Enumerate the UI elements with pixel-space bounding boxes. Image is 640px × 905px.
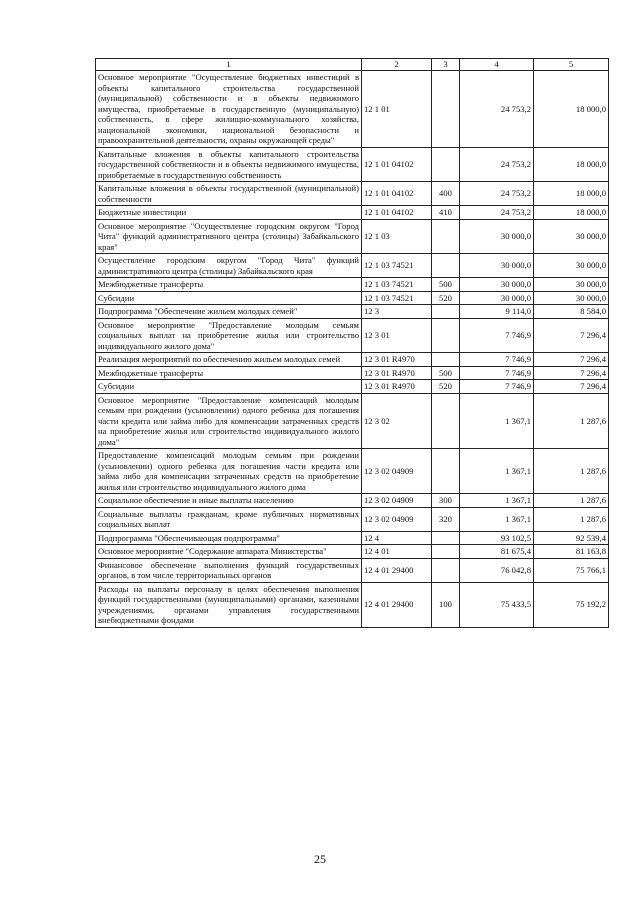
row-name-cell: Осуществление городским округом "Город Чита" функций административного центра (столицы) Забайкальского края [96, 254, 362, 278]
row-name-cell: Бюджетные инвестиции [96, 206, 362, 220]
table-row [96, 278, 609, 292]
table-row [96, 318, 609, 353]
table-row [96, 206, 609, 220]
row-name-cell: Субсидии [96, 380, 362, 394]
table-row [96, 582, 609, 627]
row-amount-2019-cell: 1 367,1 [460, 393, 534, 449]
column-header-3: 3 [432, 59, 460, 71]
row-type-cell [432, 219, 460, 254]
row-code-cell: 12 1 01 [362, 71, 432, 148]
row-type-cell [432, 353, 460, 367]
table-row [96, 366, 609, 380]
row-amount-2020-cell: 7 296,4 [534, 353, 609, 367]
row-name-cell: Основное мероприятие "Осуществление городским округом "Город Чита" функций административного центра (столицы) Забайкальского края" [96, 219, 362, 254]
row-code-cell: 12 4 01 29400 [362, 582, 432, 627]
row-amount-2019-cell: 9 114,0 [460, 305, 534, 319]
row-amount-2019-cell: 1 367,1 [460, 494, 534, 508]
row-code-cell: 12 4 [362, 531, 432, 545]
row-amount-2019-cell: 75 433,5 [460, 582, 534, 627]
row-amount-2019-cell: 30 000,0 [460, 254, 534, 278]
row-amount-2020-cell: 7 296,4 [534, 380, 609, 394]
column-header-5: 5 [534, 59, 609, 71]
row-amount-2020-cell: 81 163,8 [534, 545, 609, 559]
row-code-cell: 12 3 [362, 305, 432, 319]
row-type-cell [432, 254, 460, 278]
row-name-cell: Подпрограмма "Обеспечение жильем молодых семей" [96, 305, 362, 319]
row-code-cell: 12 3 01 [362, 318, 432, 353]
row-code-cell: 12 4 01 [362, 545, 432, 559]
row-amount-2020-cell: 30 000,0 [534, 254, 609, 278]
row-amount-2019-cell: 24 753,2 [460, 71, 534, 148]
row-code-cell: 12 3 02 04909 [362, 449, 432, 494]
table-row [96, 305, 609, 319]
row-amount-2020-cell: 1 287,6 [534, 494, 609, 508]
row-amount-2019-cell: 24 753,2 [460, 147, 534, 182]
row-code-cell: 12 4 01 29400 [362, 558, 432, 582]
column-header-4: 4 [460, 59, 534, 71]
row-amount-2020-cell: 18 000,0 [534, 182, 609, 206]
row-code-cell: 12 3 02 [362, 393, 432, 449]
row-amount-2019-cell: 1 367,1 [460, 507, 534, 531]
row-amount-2020-cell: 18 000,0 [534, 206, 609, 220]
row-name-cell: Социальное обеспечение и иные выплаты населению [96, 494, 362, 508]
table-row [96, 393, 609, 449]
row-name-cell: Капитальные вложения в объекты капитального строительства государственной собственности и в объекты недвижимого имущества, приобретаемые в государственную собственность [96, 147, 362, 182]
row-type-cell [432, 558, 460, 582]
row-name-cell: Основное мероприятие "Предоставление молодым семьям социальных выплат на приобретение жилья или строительство индивидуального жилого дома" [96, 318, 362, 353]
row-type-cell [432, 531, 460, 545]
column-numbers-row [96, 59, 609, 71]
row-type-cell: 520 [432, 291, 460, 305]
budget-table [95, 58, 609, 628]
row-type-cell: 400 [432, 182, 460, 206]
table-row [96, 494, 609, 508]
row-amount-2019-cell: 76 042,8 [460, 558, 534, 582]
row-amount-2020-cell: 30 000,0 [534, 219, 609, 254]
row-type-cell: 520 [432, 380, 460, 394]
row-code-cell: 12 1 01 04102 [362, 206, 432, 220]
row-amount-2020-cell: 30 000,0 [534, 278, 609, 292]
row-type-cell [432, 449, 460, 494]
row-amount-2019-cell: 81 675,4 [460, 545, 534, 559]
row-amount-2019-cell: 30 000,0 [460, 219, 534, 254]
row-amount-2019-cell: 24 753,2 [460, 206, 534, 220]
row-amount-2020-cell: 8 584,0 [534, 305, 609, 319]
page-number: 25 [314, 852, 326, 866]
row-type-cell [432, 305, 460, 319]
table-row [96, 147, 609, 182]
row-code-cell: 12 3 02 04909 [362, 507, 432, 531]
row-type-cell: 500 [432, 278, 460, 292]
row-amount-2019-cell: 93 102,5 [460, 531, 534, 545]
row-name-cell: Основное мероприятие "Осуществление бюджетных инвестиций в объекты капитального строительства государственной (муниципальной) собственности и в объекты недвижимого имущества, приобретаемые в государственную (муниципальную) собственность, в сфере жилищно-коммунального хозяйства, национальной экономики, национальной безопасности и правоохранительной деятельности, охраны окружающей среды" [96, 71, 362, 148]
row-type-cell [432, 545, 460, 559]
row-name-cell: Подпрограмма "Обеспечивающая подпрограмма" [96, 531, 362, 545]
row-name-cell: Основное мероприятие "Содержание аппарата Министерства" [96, 545, 362, 559]
row-code-cell: 12 1 03 74521 [362, 291, 432, 305]
row-type-cell: 410 [432, 206, 460, 220]
row-amount-2020-cell: 75 192,2 [534, 582, 609, 627]
row-amount-2019-cell: 7 746,9 [460, 380, 534, 394]
row-amount-2019-cell: 30 000,0 [460, 291, 534, 305]
row-amount-2020-cell: 7 296,4 [534, 318, 609, 353]
row-amount-2020-cell: 30 000,0 [534, 291, 609, 305]
row-name-cell: Расходы на выплаты персоналу в целях обеспечения выполнения функций государственными (муниципальными) органами, казенными учреждениями, органами управления государственными внебюджетными фондами [96, 582, 362, 627]
table-row [96, 353, 609, 367]
row-code-cell: 12 3 01 R4970 [362, 380, 432, 394]
table-row [96, 291, 609, 305]
table-row [96, 380, 609, 394]
row-code-cell: 12 3 01 R4970 [362, 353, 432, 367]
column-header-1: 1 [96, 59, 362, 71]
table-row [96, 507, 609, 531]
row-amount-2020-cell: 92 539,4 [534, 531, 609, 545]
row-amount-2019-cell: 30 000,0 [460, 278, 534, 292]
row-code-cell: 12 1 03 [362, 219, 432, 254]
row-amount-2020-cell: 75 766,1 [534, 558, 609, 582]
table-row [96, 531, 609, 545]
row-amount-2019-cell: 1 367,1 [460, 449, 534, 494]
row-amount-2020-cell: 18 000,0 [534, 71, 609, 148]
row-type-cell: 320 [432, 507, 460, 531]
row-type-cell: 500 [432, 366, 460, 380]
row-name-cell: Капитальные вложения в объекты государственной (муниципальной) собственности [96, 182, 362, 206]
row-amount-2020-cell: 1 287,6 [534, 449, 609, 494]
row-amount-2019-cell: 7 746,9 [460, 353, 534, 367]
row-code-cell: 12 3 02 04909 [362, 494, 432, 508]
row-amount-2020-cell: 7 296,4 [534, 366, 609, 380]
row-type-cell [432, 318, 460, 353]
table-row [96, 254, 609, 278]
row-code-cell: 12 1 03 74521 [362, 278, 432, 292]
table-row [96, 182, 609, 206]
row-amount-2019-cell: 7 746,9 [460, 366, 534, 380]
row-type-cell [432, 393, 460, 449]
row-name-cell: Межбюджетные трансферты [96, 366, 362, 380]
table-row [96, 558, 609, 582]
row-code-cell: 12 1 01 04102 [362, 147, 432, 182]
row-amount-2019-cell: 24 753,2 [460, 182, 534, 206]
row-type-cell: 100 [432, 582, 460, 627]
column-header-2: 2 [362, 59, 432, 71]
row-amount-2020-cell: 18 000,0 [534, 147, 609, 182]
row-code-cell: 12 1 03 74521 [362, 254, 432, 278]
row-name-cell: Субсидии [96, 291, 362, 305]
table-body [96, 59, 609, 628]
row-name-cell: Предоставление компенсаций молодым семьям при рождении (усыновлении) одного ребенка для погашения части кредита или займа либо для компенсации затраченных средств на приобретение жилья или строительство индивидуального жилого дома [96, 449, 362, 494]
row-type-cell [432, 147, 460, 182]
row-type-cell: 300 [432, 494, 460, 508]
row-amount-2020-cell: 1 287,6 [534, 507, 609, 531]
row-name-cell: Основное мероприятие "Предоставление компенсаций молодым семьям при рождении (усыновлении) одного ребенка для погашения части кредита или займа либо для компенсации затраченных средств на приобретение жилья или строительство индивидуального жилого дома" [96, 393, 362, 449]
row-code-cell: 12 3 01 R4970 [362, 366, 432, 380]
table-row [96, 71, 609, 148]
row-name-cell: Социальные выплаты гражданам, кроме публичных нормативных социальных выплат [96, 507, 362, 531]
table-row [96, 449, 609, 494]
row-name-cell: Финансовое обеспечение выполнения функций государственных органов, в том числе территориальных органов [96, 558, 362, 582]
row-name-cell: Межбюджетные трансферты [96, 278, 362, 292]
row-amount-2019-cell: 7 746,9 [460, 318, 534, 353]
row-type-cell [432, 71, 460, 148]
row-amount-2020-cell: 1 287,6 [534, 393, 609, 449]
table-row [96, 545, 609, 559]
row-name-cell: Реализация мероприятий по обеспечению жильем молодых семей [96, 353, 362, 367]
row-code-cell: 12 1 01 04102 [362, 182, 432, 206]
table-row [96, 219, 609, 254]
